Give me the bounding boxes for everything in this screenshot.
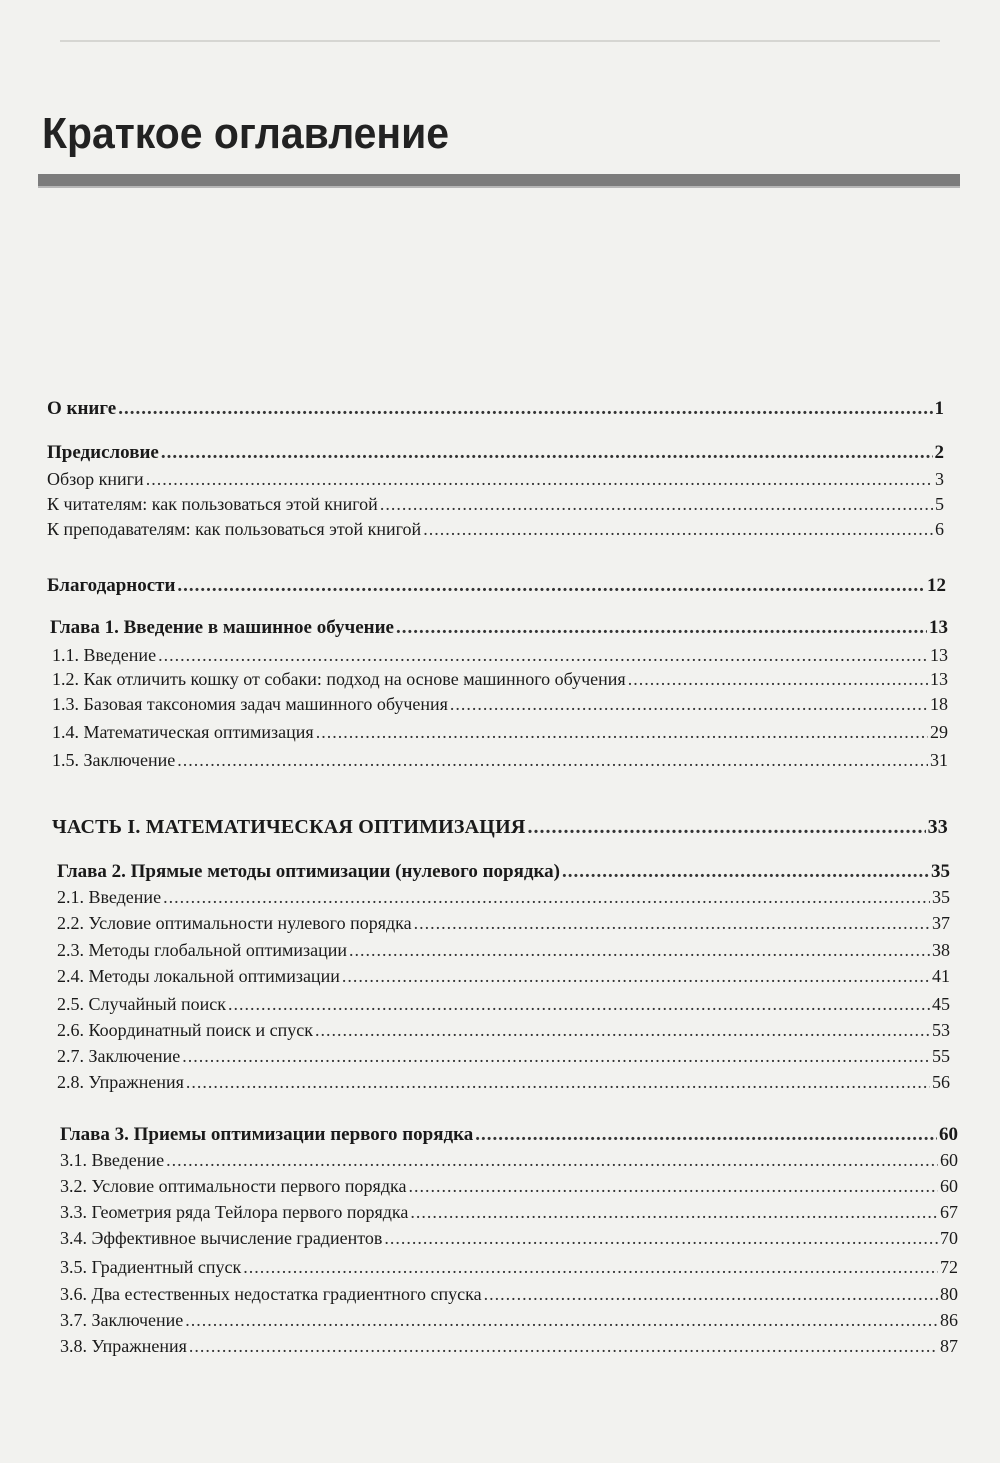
toc-entry: [47, 519, 944, 540]
toc-entry-page: 72: [940, 1257, 958, 1277]
toc-entry-title: 1.4. Математическая оптимизация: [52, 722, 314, 742]
toc-entry: [52, 750, 948, 771]
toc-leader-dots: [384, 1228, 938, 1249]
toc-leader-dots: [158, 645, 928, 666]
toc-chapter-entry: [60, 1124, 958, 1146]
toc-part-entry: [52, 816, 948, 839]
toc-entry-title: 1.5. Заключение: [52, 750, 176, 770]
toc-leader-dots: [527, 816, 925, 839]
toc-leader-dots: [177, 575, 925, 597]
toc-entry: [60, 1310, 958, 1331]
toc-entry-title: ЧАСТЬ I. МАТЕМАТИЧЕСКАЯ ОПТИМИЗАЦИЯ: [52, 816, 526, 838]
toc-leader-dots: [342, 966, 930, 987]
page-title: Краткое оглавление: [42, 109, 450, 158]
toc-leader-dots: [146, 469, 933, 490]
toc-entry: [60, 1257, 958, 1278]
toc-leader-dots: [562, 861, 929, 883]
toc-entry-title: 3.2. Условие оптимальности первого порядка: [60, 1176, 407, 1196]
toc-leader-dots: [450, 694, 928, 715]
toc-entry: [57, 1046, 950, 1067]
toc-leader-dots: [228, 994, 930, 1015]
toc-entry: [60, 1176, 958, 1197]
toc-entry: [60, 1202, 958, 1223]
toc-entry-page: 13: [930, 645, 948, 665]
toc-entry-title: Обзор книги: [47, 469, 144, 489]
toc-leader-dots: [182, 1046, 930, 1067]
title-underline-shadow: [38, 186, 960, 188]
toc-entry-page: 3: [935, 469, 944, 489]
toc-entry: [47, 398, 944, 420]
toc-entry-title: 3.4. Эффективное вычисление градиентов: [60, 1228, 383, 1248]
toc-entry-title: Благодарности: [47, 575, 176, 596]
toc-entry-page: 55: [932, 1046, 950, 1066]
toc-entry-page: 1: [934, 398, 944, 419]
toc-entry: [52, 669, 948, 690]
toc-leader-dots: [349, 940, 930, 961]
toc-entry-title: Глава 1. Введение в машинное обучение: [50, 617, 394, 638]
toc-leader-dots: [177, 750, 928, 771]
toc-entry-title: 3.6. Два естественных недостатка градиентного спуска: [60, 1284, 482, 1304]
toc-entry: [52, 645, 948, 666]
toc-chapter-entry: [57, 861, 950, 883]
toc-entry-page: 86: [940, 1310, 958, 1330]
toc-entry: [60, 1228, 958, 1249]
toc-entry: [60, 1336, 958, 1357]
toc-entry: [52, 694, 948, 715]
toc-entry-title: О книге: [47, 398, 117, 419]
toc-entry-title: Глава 2. Прямые методы оптимизации (нулевого порядка): [57, 861, 560, 882]
toc-entry-title: 2.6. Координатный поиск и спуск: [57, 1020, 314, 1040]
toc-entry-page: 60: [939, 1124, 958, 1145]
toc-entry-page: 29: [930, 722, 948, 742]
toc-entry-title: 2.1. Введение: [57, 887, 162, 907]
toc-entry-title: 2.3. Методы глобальной оптимизации: [57, 940, 347, 960]
toc-leader-dots: [628, 669, 928, 690]
toc-entry-title: 1.3. Базовая таксономия задач машинного обучения: [52, 694, 448, 714]
toc-entry-page: 2: [934, 442, 944, 463]
toc-entry-title: 2.5. Случайный поиск: [57, 994, 227, 1014]
toc-entry-page: 13: [929, 617, 948, 638]
toc-leader-dots: [243, 1257, 938, 1278]
toc-leader-dots: [315, 1020, 930, 1041]
toc-leader-dots: [423, 519, 933, 540]
toc-entry-page: 35: [931, 861, 950, 882]
toc-entry-title: 3.8. Упражнения: [60, 1336, 187, 1356]
toc-entry: [57, 913, 950, 934]
toc-chapter-entry: [50, 617, 948, 639]
toc-entry-page: 37: [932, 913, 950, 933]
toc-entry-page: 33: [927, 816, 948, 838]
toc-entry-page: 38: [932, 940, 950, 960]
toc-leader-dots: [484, 1284, 938, 1305]
toc-entry-title: 2.4. Методы локальной оптимизации: [57, 966, 340, 986]
toc-entry-title: 1.1. Введение: [52, 645, 157, 665]
toc-leader-dots: [189, 1336, 938, 1357]
toc-entry: [47, 469, 944, 490]
toc-entry-title: К читателям: как пользоваться этой книгой: [47, 494, 378, 514]
toc-entry-title: 2.7. Заключение: [57, 1046, 181, 1066]
title-underline: [38, 174, 960, 186]
toc-entry-page: 53: [932, 1020, 950, 1040]
bleed-through-decoration: [60, 40, 940, 42]
toc-entry-page: 12: [927, 575, 946, 596]
toc-entry-page: 87: [940, 1336, 958, 1356]
toc-entry: [57, 940, 950, 961]
toc-entry-title: 3.7. Заключение: [60, 1310, 184, 1330]
toc-entry-page: 6: [935, 519, 944, 539]
toc-entry-title: 3.5. Градиентный спуск: [60, 1257, 242, 1277]
toc-entry-page: 56: [932, 1072, 950, 1092]
toc-leader-dots: [118, 398, 932, 420]
toc-leader-dots: [414, 913, 930, 934]
toc-entry: [47, 494, 944, 515]
toc-leader-dots: [163, 887, 930, 908]
toc-entry: [47, 442, 944, 464]
toc-leader-dots: [410, 1202, 938, 1223]
toc-entry: [52, 722, 948, 743]
toc-entry-title: 3.3. Геометрия ряда Тейлора первого порядка: [60, 1202, 409, 1222]
toc-entry-page: 45: [932, 994, 950, 1014]
toc-entry: [57, 887, 950, 908]
toc-entry-title: К преподавателям: как пользоваться этой книгой: [47, 519, 422, 539]
toc-entry-title: 2.2. Условие оптимальности нулевого порядка: [57, 913, 412, 933]
toc-leader-dots: [161, 442, 933, 464]
toc-entry-page: 5: [935, 494, 944, 514]
toc-leader-dots: [166, 1150, 938, 1171]
toc-entry-page: 67: [940, 1202, 958, 1222]
toc-entry-page: 18: [930, 694, 948, 714]
toc-entry: [57, 966, 950, 987]
toc-entry-page: 60: [940, 1150, 958, 1170]
toc-entry-title: 3.1. Введение: [60, 1150, 165, 1170]
toc-leader-dots: [185, 1310, 938, 1331]
toc-entry: [47, 575, 946, 597]
toc-entry-page: 60: [940, 1176, 958, 1196]
toc-entry-title: Предисловие: [47, 442, 159, 463]
toc-entry-title: Глава 3. Приемы оптимизации первого порядка: [60, 1124, 474, 1145]
toc-entry: [57, 1072, 950, 1093]
toc-entry-title: 1.2. Как отличить кошку от собаки: подход на основе машинного обучения: [52, 669, 626, 689]
toc-leader-dots: [316, 722, 928, 743]
toc-entry-page: 80: [940, 1284, 958, 1304]
toc-leader-dots: [396, 617, 927, 639]
toc-entry-title: 2.8. Упражнения: [57, 1072, 184, 1092]
toc-entry-page: 70: [940, 1228, 958, 1248]
toc-leader-dots: [475, 1124, 937, 1146]
toc-entry-page: 35: [932, 887, 950, 907]
toc-leader-dots: [380, 494, 933, 515]
toc-entry: [60, 1150, 958, 1171]
toc-entry: [57, 994, 950, 1015]
toc-entry-page: 31: [930, 750, 948, 770]
toc-entry: [60, 1284, 958, 1305]
toc-entry: [57, 1020, 950, 1041]
toc-entry-page: 13: [930, 669, 948, 689]
toc-entry-page: 41: [932, 966, 950, 986]
toc-leader-dots: [186, 1072, 930, 1093]
toc-leader-dots: [408, 1176, 938, 1197]
